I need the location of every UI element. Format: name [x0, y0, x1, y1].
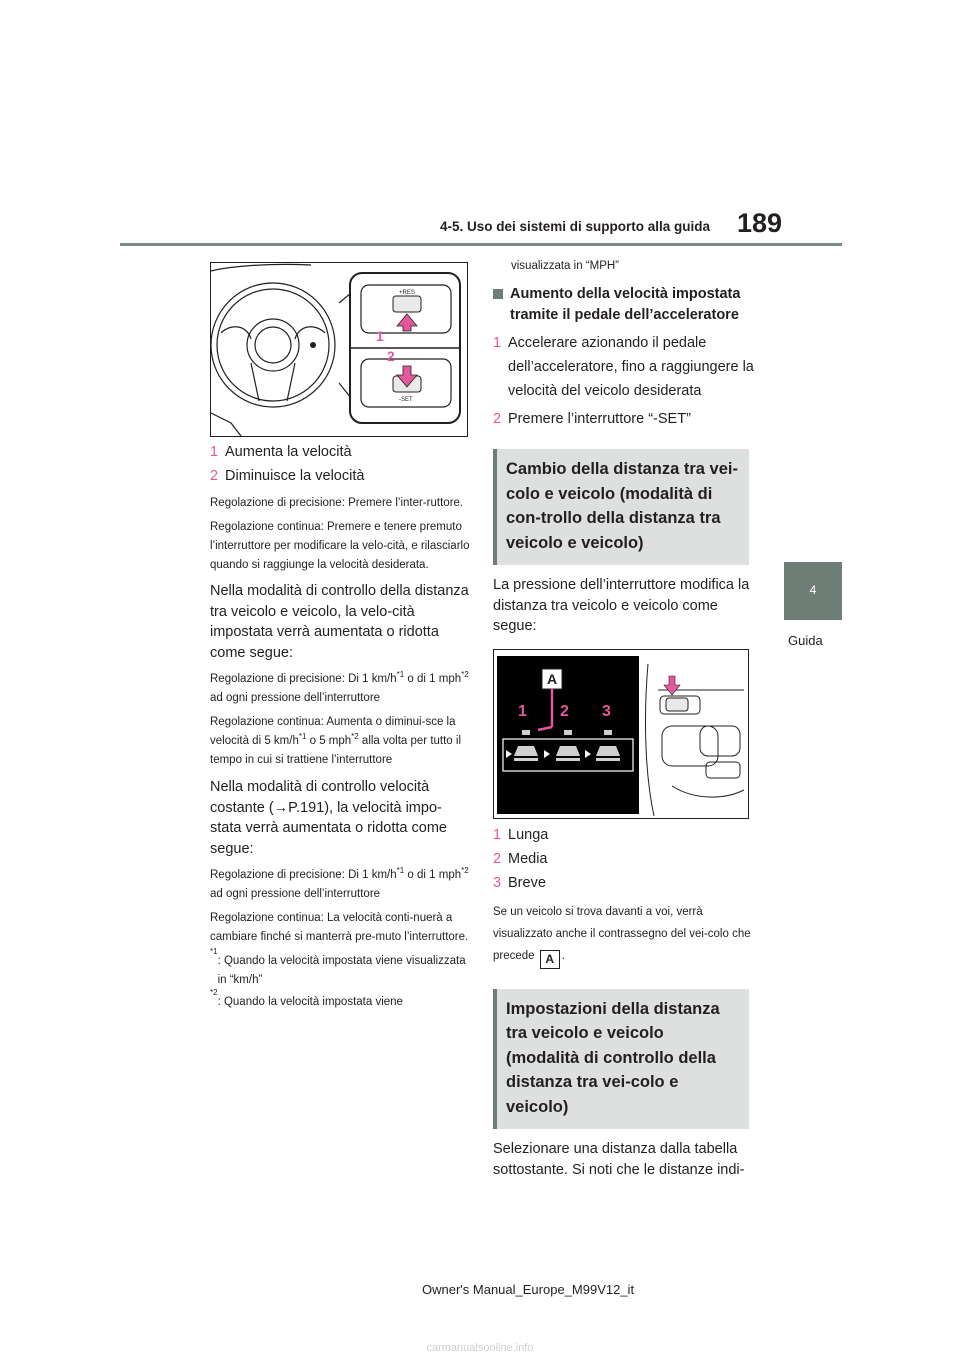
section-title: 4-5. Uso dei sistemi di supporto alla guida	[440, 219, 711, 234]
distance-change-paragraph: La pressione dell’interruttore modifica la distanza tra veicolo e veicolo come segue:	[493, 577, 750, 634]
distance-mode-paragraph: Nella modalità di controllo della distanza tra veicolo e veicolo, la velo-cità impostata verrà aumentata o ridotta come segue:	[210, 583, 469, 661]
list-item: 2 Premere l’interruttore “-SET”	[493, 411, 691, 427]
switch-label-set: -SET	[399, 397, 413, 403]
switch-label-res: +RES	[399, 290, 415, 296]
header-divider	[120, 243, 842, 246]
steering-wheel-illustration	[211, 263, 467, 436]
fine-adjust-note: Regolazione di precisione: Premere l’inter-ruttore.	[210, 497, 464, 509]
chapter-tab: 4	[784, 562, 842, 620]
accelerator-subheading: Aumento della velocità impostata tramite il pedale dell’acceleratore	[493, 284, 755, 326]
watermark: carmanualsonline.info	[426, 1342, 534, 1354]
distance-continuous-note: Regolazione continua: Aumenta o diminui-sce la velocità di 5 $km/h^{*1}$ o 5 mph$^{*2}$ alla volta per tutto il tempo in cui si trattiene l’interruttore	[210, 716, 462, 766]
continuous-adjust-note: Regolazione continua: Premere e tenere premuto l’interruttore per modificare la velo-cità, e rilasciarlo quando si raggiunge la velocità desiderata.	[210, 521, 470, 571]
right-column	[493, 257, 755, 1180]
figure-callout-1: 1	[376, 328, 384, 344]
distance-change-heading-box: Cambio della distanza tra vei-colo e veicolo (modalità di con-trollo della distanza tra veicolo e veicolo)	[493, 449, 749, 565]
distance-display-figure	[493, 649, 749, 819]
distance-callout-1: 1	[518, 702, 527, 720]
footnote-2: *2 : Quando la velocità impostata viene	[210, 988, 403, 1008]
left-column	[210, 262, 472, 1012]
constant-fine-note: Regolazione di precisione: Di 1 $km/h^{*1}$ o di 1 mph$^{*2}$ ad ogni pressione dell’interruttore	[210, 866, 469, 900]
page-number: 189	[737, 208, 783, 238]
list-item: 1 Lunga	[493, 826, 549, 843]
label-a-icon: A	[540, 950, 560, 969]
footer-manual-id: Owner's Manual_Europe_M99V12_it	[422, 1282, 635, 1297]
distance-callout-3: 3	[602, 702, 611, 720]
distance-callout-2: 2	[560, 702, 569, 720]
figure-label-a: A	[547, 670, 558, 687]
list-item: 1 Accelerare azionando il pedale dell’acceleratore, fino a raggiungere la velocità del veicolo desiderata	[493, 335, 754, 399]
preceding-vehicle-note: Se un veicolo si trova davanti a voi, verrà visualizzato anche il contrassegno del vei-colo che precede A .	[493, 901, 755, 969]
list-item: 2 Media	[493, 850, 548, 867]
list-item: 3 Breve	[493, 874, 546, 891]
distance-display-illustration	[494, 650, 748, 818]
distance-settings-heading-box: Impostazioni della distanza tra veicolo e veicolo (modalità di controllo della distanza tra vei-colo e veicolo)	[493, 989, 749, 1130]
footnote-1: *1 : Quando la velocità impostata viene visualizzata in “km/h”	[210, 947, 466, 986]
distance-settings-paragraph: Selezionare una distanza dalla tabella sottostante. Si noti che le distanze indi-	[493, 1141, 745, 1178]
figure-callout-2: 2	[387, 348, 395, 364]
steering-wheel-figure	[210, 262, 468, 437]
list-item: 2 Diminuisce la velocità	[210, 468, 365, 484]
constant-speed-paragraph: Nella modalità di controllo velocità costante (→P.191), la velocità impo-stata verrà aumentata o ridotta come segue:	[210, 779, 447, 857]
constant-continuous-note: Regolazione continua: La velocità conti-nuerà a cambiare finché si manterrà pre-muto l’interruttore.	[210, 912, 469, 943]
footnote-2-continued: visualizzata in “MPH”	[511, 260, 619, 272]
press-arrow-icon	[664, 676, 680, 695]
square-bullet-icon	[493, 289, 503, 299]
chapter-label: Guida	[788, 633, 823, 648]
list-item: 1 Aumenta la velocità	[210, 444, 352, 460]
distance-fine-note: Regolazione di precisione: Di 1 $km/h^{*1}$ o di 1 mph$^{*2}$ ad ogni pressione dell’interruttore	[210, 670, 469, 704]
